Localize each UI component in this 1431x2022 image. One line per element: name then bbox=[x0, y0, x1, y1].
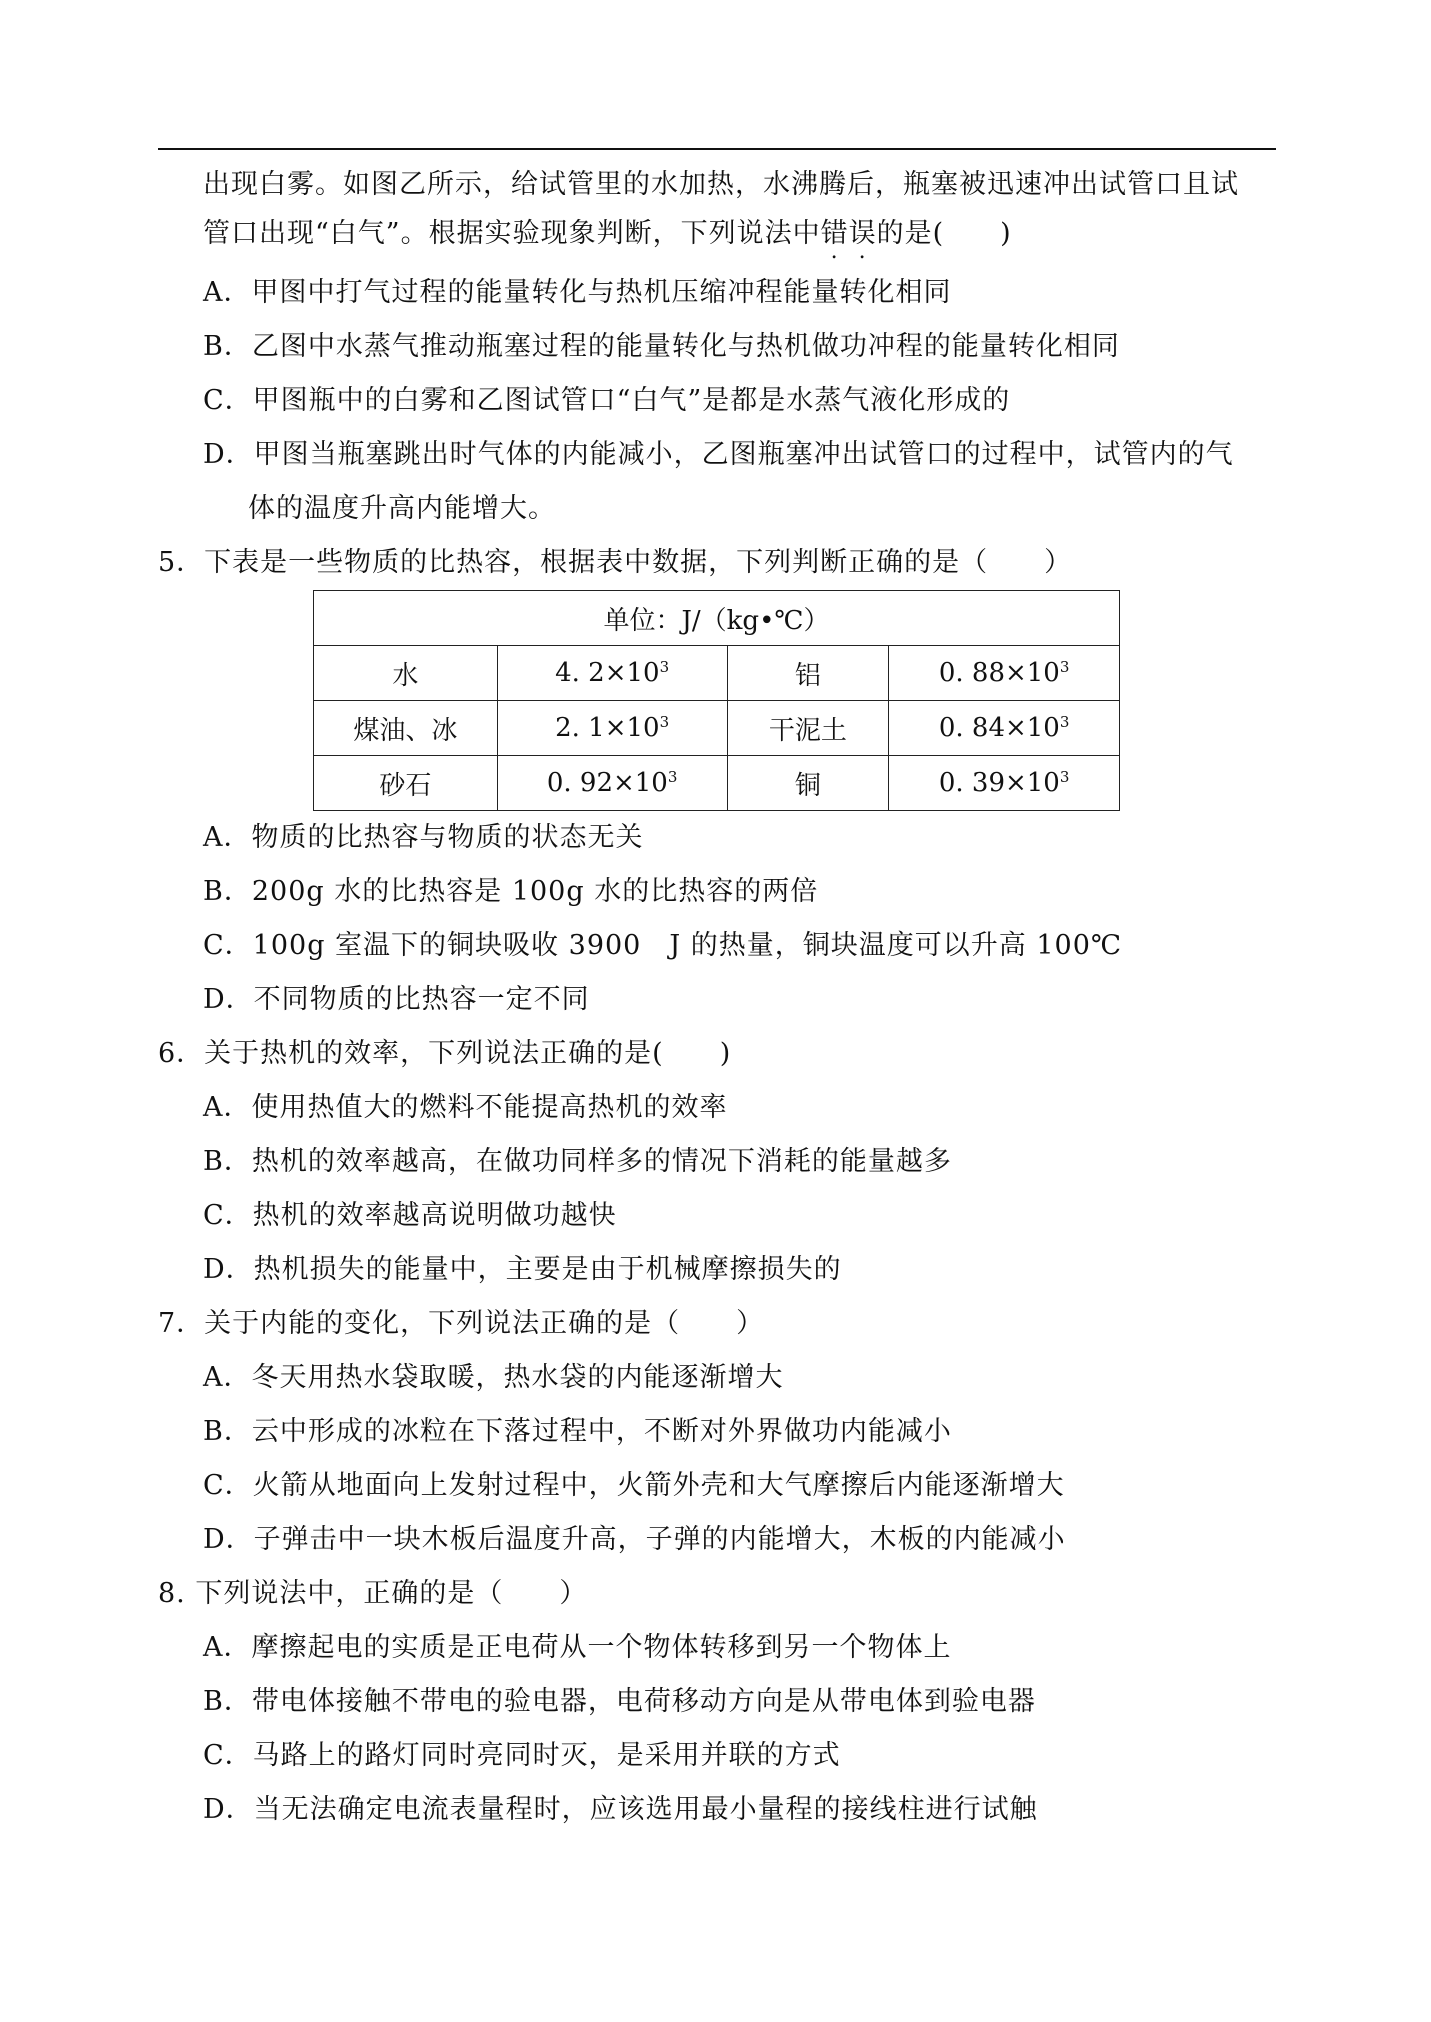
q8-option-a: A．摩擦起电的实质是正电荷从一个物体转移到另一个物体上 bbox=[203, 1632, 952, 1663]
q6-option-a: A．使用热值大的燃料不能提高热机的效率 bbox=[203, 1092, 728, 1123]
table-cell-material: 砂石 bbox=[314, 756, 498, 811]
q5-option-a: A．物质的比热容与物质的状态无关 bbox=[203, 822, 644, 853]
q5-option-c: C．100g 室温下的铜块吸收 3900 J 的热量，铜块温度可以升高 100℃ bbox=[203, 930, 1123, 961]
q4-option-d-line2: 体的温度升高内能增大。 bbox=[248, 493, 556, 524]
q8-option-d: D．当无法确定电流表量程时，应该选用最小量程的接线柱进行试触 bbox=[203, 1794, 1038, 1825]
table-row bbox=[314, 756, 1120, 811]
table-row bbox=[314, 646, 1120, 701]
table-cell-value: 0. $92\times 10^3$ bbox=[497, 756, 727, 811]
q6-stem: 6．关于热机的效率，下列说法正确的是( ) bbox=[158, 1038, 732, 1069]
header-rule bbox=[158, 148, 1276, 150]
q4-option-b: B．乙图中水蒸气推动瓶塞过程的能量转化与热机做功冲程的能量转化相同 bbox=[203, 331, 1120, 362]
q4-stem-line2-start: 管口出现“白气”。根据实验现象判断，下列说法中 bbox=[203, 218, 821, 249]
q4-stem-line2 bbox=[203, 217, 1012, 251]
table-cell-material: 水 bbox=[314, 646, 498, 701]
q5-option-b: B．200g 水的比热容是 100g 水的比热容的两倍 bbox=[203, 876, 819, 907]
table-cell-value: 4. $2\times 10^3$ bbox=[497, 646, 727, 701]
table-cell-material: 铜 bbox=[727, 756, 889, 811]
q4-option-c: C．甲图瓶中的白雾和乙图试管口“白气”是都是水蒸气液化形成的 bbox=[203, 385, 1011, 416]
q4-option-d-line1: D．甲图当瓶塞跳出时气体的内能减小，乙图瓶塞冲出试管口的过程中，试管内的气 bbox=[203, 439, 1234, 470]
table-cell-value: 2. $1\times 10^3$ bbox=[497, 701, 727, 756]
q7-option-a: A．冬天用热水袋取暖，热水袋的内能逐渐增大 bbox=[203, 1362, 784, 1393]
table-header-row bbox=[314, 591, 1120, 646]
q8-option-b: B．带电体接触不带电的验电器，电荷移动方向是从带电体到验电器 bbox=[203, 1686, 1036, 1717]
q6-option-c: C．热机的效率越高说明做功越快 bbox=[203, 1200, 617, 1231]
table-cell-value: 0. $88\times 10^3$ bbox=[889, 646, 1120, 701]
table-cell-material: 铝 bbox=[727, 646, 889, 701]
q6-option-b: B．热机的效率越高，在做功同样多的情况下消耗的能量越多 bbox=[203, 1146, 952, 1177]
emphasis-char-1: 错 bbox=[820, 218, 849, 249]
q4-stem-line1: 出现白雾。如图乙所示，给试管里的水加热，水沸腾后，瓶塞被迅速冲出试管口且试 bbox=[203, 169, 1239, 200]
table-cell-material: 煤油、冰 bbox=[314, 701, 498, 756]
q8-option-c: C．马路上的路灯同时亮同时灭，是采用并联的方式 bbox=[203, 1740, 841, 1771]
table-cell-value: 0. $39\times 10^3$ bbox=[889, 756, 1120, 811]
q7-stem: 7．关于内能的变化，下列说法正确的是（ ） bbox=[158, 1308, 765, 1339]
q7-option-c: C．火箭从地面向上发射过程中，火箭外壳和大气摩擦后内能逐渐增大 bbox=[203, 1470, 1065, 1501]
q4-option-a: A．甲图中打气过程的能量转化与热机压缩冲程能量转化相同 bbox=[203, 277, 952, 308]
table-cell-material: 干泥土 bbox=[727, 701, 889, 756]
q5-option-d: D．不同物质的比热容一定不同 bbox=[203, 984, 590, 1015]
specific-heat-table bbox=[313, 590, 1120, 811]
q4-stem-line2-end: 的是( ) bbox=[876, 218, 1012, 249]
q5-stem: 5．下表是一些物质的比热容，根据表中数据，下列判断正确的是（ ） bbox=[158, 547, 1073, 578]
table-row bbox=[314, 701, 1120, 756]
table-cell-value: 0. $84\times 10^3$ bbox=[889, 701, 1120, 756]
q7-option-b: B．云中形成的冰粒在下落过程中，不断对外界做功内能减小 bbox=[203, 1416, 952, 1447]
q7-option-d: D．子弹击中一块木板后温度升高，子弹的内能增大，木板的内能减小 bbox=[203, 1524, 1066, 1555]
q8-stem: 8. 下列说法中，正确的是（ ） bbox=[158, 1578, 588, 1609]
emphasis-char-2: 误 bbox=[848, 218, 877, 249]
q6-option-d: D．热机损失的能量中，主要是由于机械摩擦损失的 bbox=[203, 1254, 842, 1285]
table-unit-header: 单位：J/（kg•℃） bbox=[314, 591, 1120, 646]
